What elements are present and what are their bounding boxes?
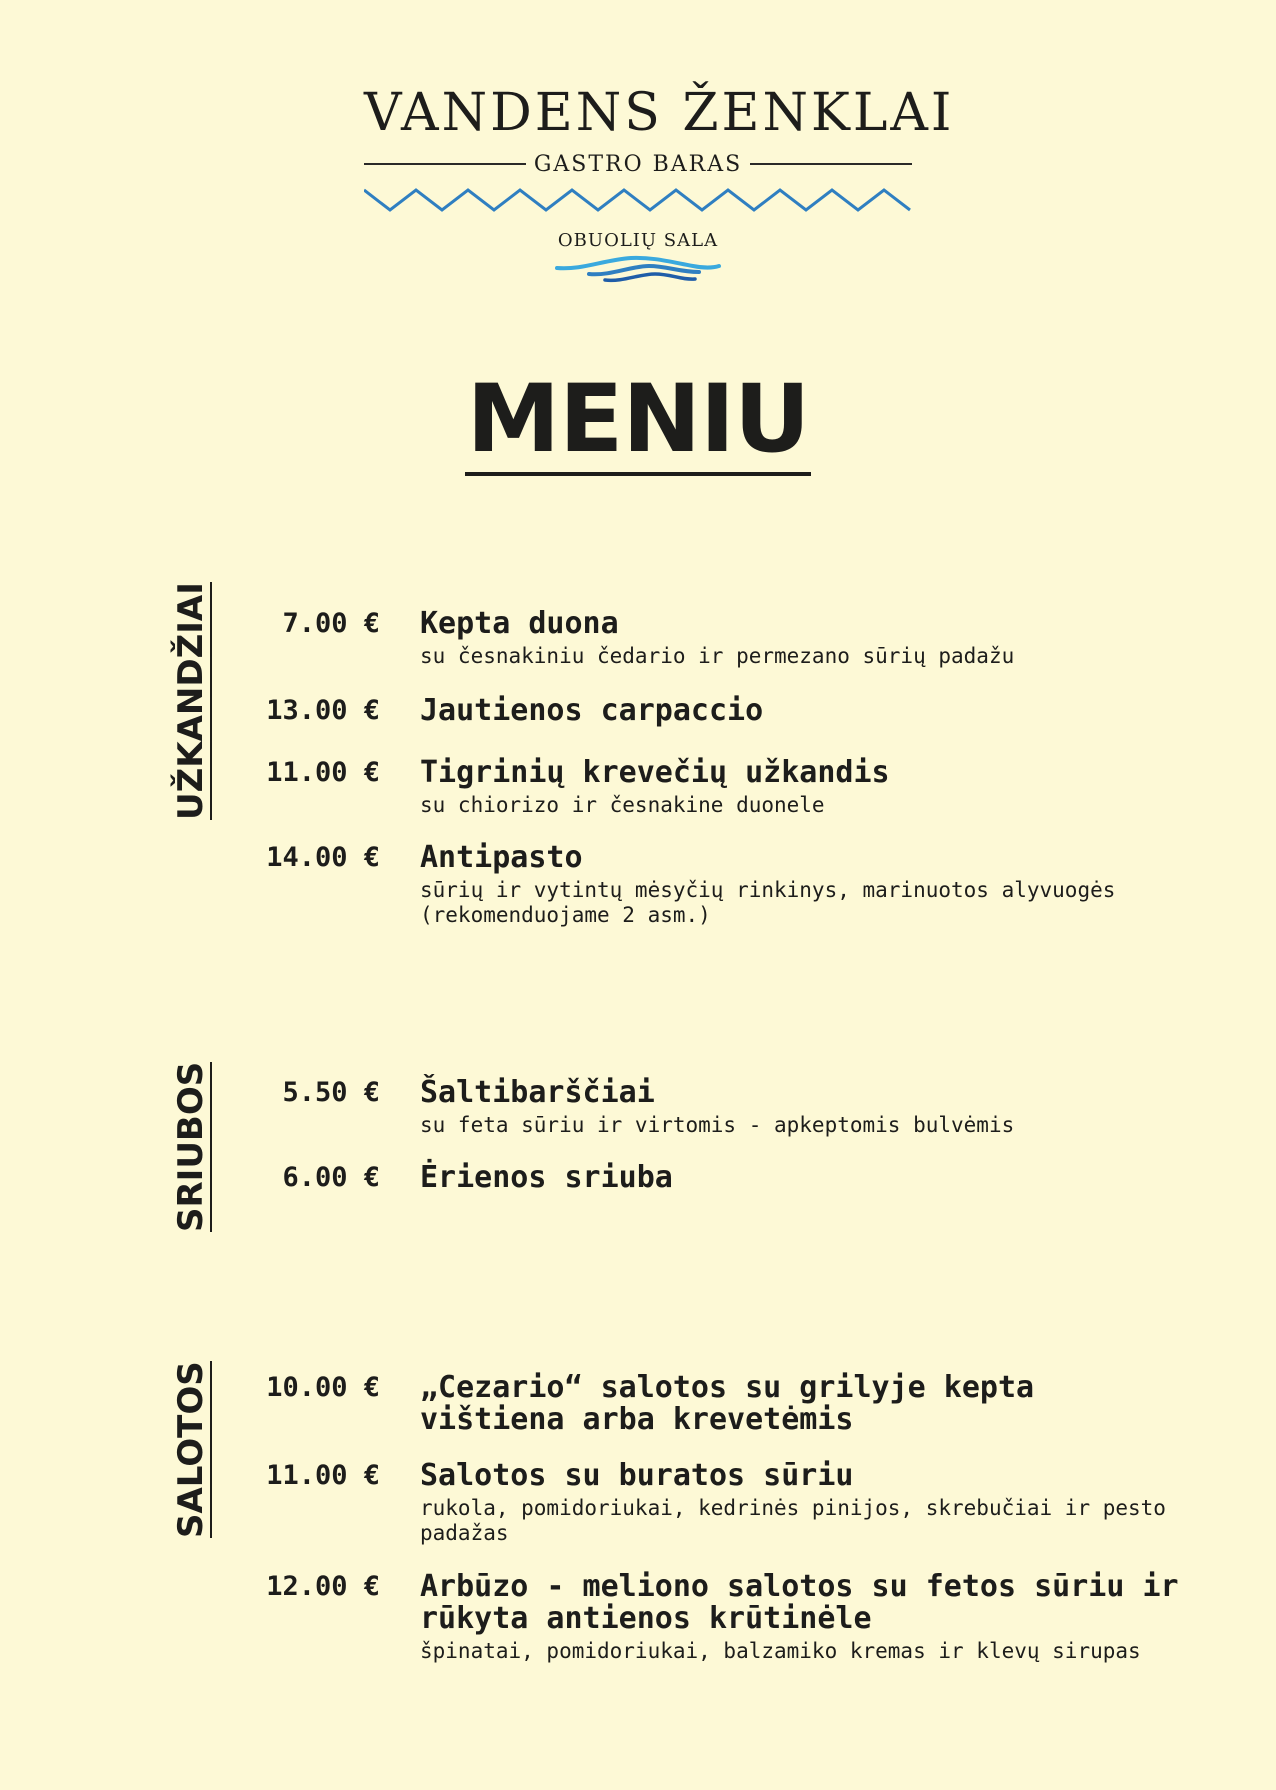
item-description: su chiorizo ir česnakine duonele: [420, 793, 825, 817]
menu-title: [0, 365, 1276, 476]
brand-name: VANDENS ŽENKLAI: [364, 83, 955, 143]
item-name: Arbūzo - meliono salotos su fetos sūriu ir rūkyta antienos krūtinėle: [420, 1569, 1179, 1636]
item-name: Ėrienos sriuba: [420, 1160, 673, 1195]
item-description: špinatai, pomidoriukai, balzamiko kremas ir klevų sirupas: [420, 1639, 1141, 1663]
item-description: su feta sūriu ir virtomis - apkeptomis bulvėmis: [420, 1113, 1015, 1137]
item-price: 14.00 €: [266, 842, 380, 873]
item-price: 11.00 €: [266, 1460, 380, 1491]
logo: [364, 82, 955, 284]
item-name: Salotos su buratos sūriu: [420, 1458, 854, 1493]
tagline: GASTRO BARAS: [533, 151, 743, 177]
item-name: Kepta duona: [420, 606, 619, 641]
item-description: su česnakiniu čedario ir permezano sūrių padažu: [420, 644, 1015, 668]
tagline-rule-left: [364, 163, 526, 165]
section-label-soups: SRIUBOS: [171, 1061, 211, 1232]
item-name: Šaltibarščiai: [420, 1075, 655, 1110]
item-details: [420, 1460, 1180, 1546]
tagline-row: [364, 152, 912, 176]
item-details: [420, 608, 1180, 669]
zigzag-wave-icon: [364, 186, 912, 214]
item-description: rukola, pomidoriukai, kedrinės pinijos, skrebučiai ir pesto padažas: [420, 1496, 1166, 1545]
location-name: OBUOLIŲ SALA: [557, 230, 719, 251]
waves-icon: [553, 254, 723, 284]
tagline-rule-right: [750, 163, 912, 165]
section-label-appetizers: UŽKANDŽIAI: [171, 582, 211, 820]
item-description: sūrių ir vytintų mėsyčių rinkinys, marinuotos alyvuogės (rekomenduojame 2 asm.): [420, 878, 1116, 927]
menu-title-text: MENIU: [466, 365, 810, 474]
item-name: „Cezario“ salotos su grilyje kepta vištiena arba krevetėmis: [420, 1370, 1035, 1437]
item-price: 5.50 €: [282, 1077, 380, 1108]
item-details: [420, 695, 1180, 727]
item-price: 6.00 €: [282, 1162, 380, 1193]
item-details: [420, 1162, 1180, 1194]
item-details: [420, 1077, 1180, 1138]
item-price: 12.00 €: [266, 1571, 380, 1602]
item-details: [420, 1571, 1180, 1664]
item-name: Jautienos carpaccio: [420, 693, 764, 728]
item-details: [420, 757, 1180, 818]
item-details: [420, 842, 1180, 928]
item-name: Tigrinių krevečių užkandis: [420, 755, 890, 790]
item-name: Antipasto: [420, 840, 583, 875]
item-price: 7.00 €: [282, 608, 380, 639]
item-price: 11.00 €: [266, 757, 380, 788]
item-price: 10.00 €: [266, 1372, 380, 1403]
item-details: [420, 1372, 1180, 1436]
section-label-salads: SALOTOS: [171, 1361, 211, 1538]
item-price: 13.00 €: [266, 695, 380, 726]
